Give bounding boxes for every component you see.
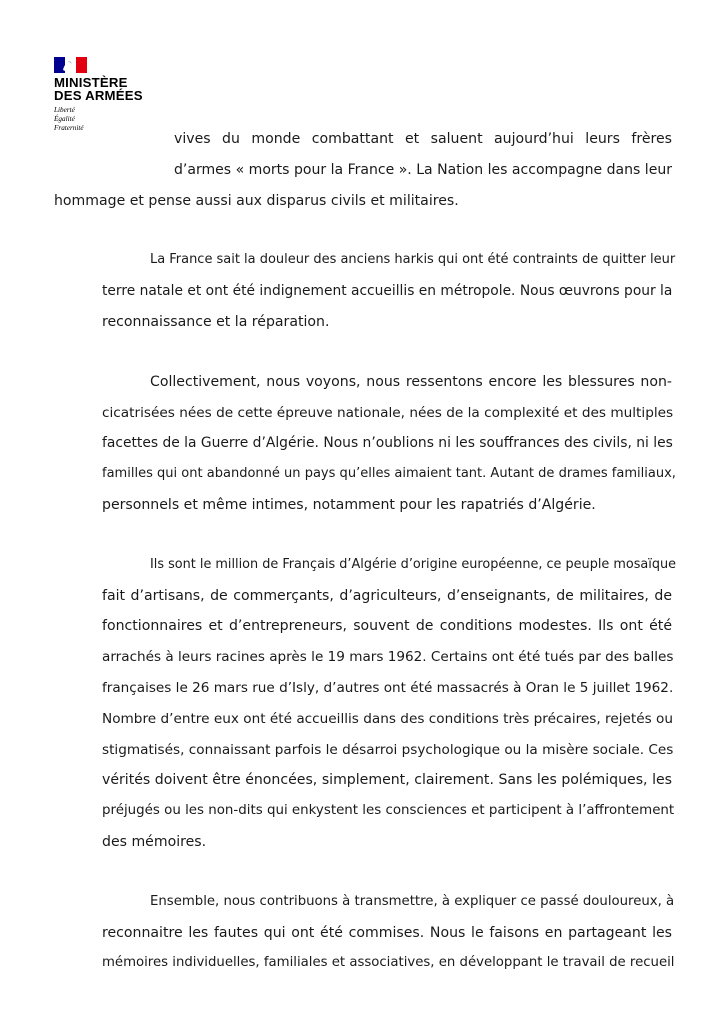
paragraph-line: facettes de la Guerre d’Algérie. Nous n’oublions ni les souffrances des civils, ni les <box>102 435 673 452</box>
paragraph-line: d’armes « morts pour la France ». La Nation les accompagne dans leur <box>174 161 672 178</box>
motto-fraternite: Fraternité <box>54 124 84 132</box>
ministry-logo <box>54 57 164 133</box>
paragraph-3 <box>54 367 676 521</box>
paragraph-line: reconnaitre les fautes qui ont été commises. Nous le faisons en partageant les <box>102 924 672 941</box>
motto-liberte: Liberté <box>54 106 75 114</box>
paragraph-line: hommage et pense aussi aux disparus civils et militaires. <box>54 192 459 209</box>
paragraph-line: fonctionnaires et d’entrepreneurs, souvent de conditions modestes. Ils ont été <box>102 618 672 635</box>
motto-egalite: Égalité <box>54 115 75 123</box>
paragraph-line: préjugés ou les non-dits qui enkystent les consciences et participent à l’affrontement <box>102 803 675 819</box>
paragraph-line: françaises le 26 mars rue d’Isly, d’autres ont été massacrés à Oran le 5 juillet 1962. <box>102 679 674 696</box>
paragraph-2 <box>54 245 676 337</box>
paragraph-4 <box>54 550 676 858</box>
paragraph-line: Collectivement, nous voyons, nous ressentons encore les blessures non- <box>150 373 672 390</box>
paragraph-line: arrachés à leurs racines après le 19 mars 1962. Certains ont été tués par des balles <box>102 649 674 666</box>
paragraph-5 <box>54 887 675 979</box>
paragraph-line: vives du monde combattant et saluent aujourd’hui leurs frères <box>174 131 672 147</box>
ministry-name-line1: MINISTÈRE <box>54 75 128 90</box>
marianne-flag-icon <box>54 57 87 73</box>
paragraph-line: reconnaissance et la réparation. <box>102 313 330 330</box>
paragraph-line: des mémoires. <box>102 833 207 850</box>
paragraph-line: fait d’artisans, de commerçants, d’agriculteurs, d’enseignants, de militaires, de <box>102 587 672 604</box>
document-body <box>54 124 676 979</box>
paragraph-line: personnels et même intimes, notamment pour les rapatriés d’Algérie. <box>102 496 596 513</box>
ministry-name <box>54 76 164 102</box>
paragraph-line: Nombre d’entre eux ont été accueillis dans des conditions très précaires, rejetés ou <box>102 710 674 727</box>
paragraph-line: Ils sont le million de Français d’Algérie d’origine européenne, ce peuple mosaïque <box>150 556 676 572</box>
paragraph-line: stigmatisés, connaissant parfois le désarroi psychologique ou la misère sociale. Ces <box>102 741 674 758</box>
paragraph-line: cicatrisées nées de cette épreuve nationale, nées de la complexité et des multiples <box>102 404 674 421</box>
paragraph-line: mémoires individuelles, familiales et associatives, en développant le travail de recueil <box>102 955 675 971</box>
ministry-name-line2: DES ARMÉES <box>54 88 143 103</box>
paragraph-line: La France sait la douleur des anciens harkis qui ont été contraints de quitter leur <box>150 252 676 268</box>
paragraph-line: Ensemble, nous contribuons à transmettre, à expliquer ce passé douloureux, à <box>150 893 675 909</box>
paragraph-line: terre natale et ont été indignement accueillis en métropole. Nous œuvrons pour la <box>102 283 673 300</box>
paragraph-1 <box>54 124 672 216</box>
paragraph-line: vérités doivent être énoncées, simplement, clairement. Sans les polémiques, les <box>102 772 672 789</box>
paragraph-line: familles qui ont abandonné un pays qu’elles aimaient tant. Autant de drames familiaux, <box>102 466 676 482</box>
